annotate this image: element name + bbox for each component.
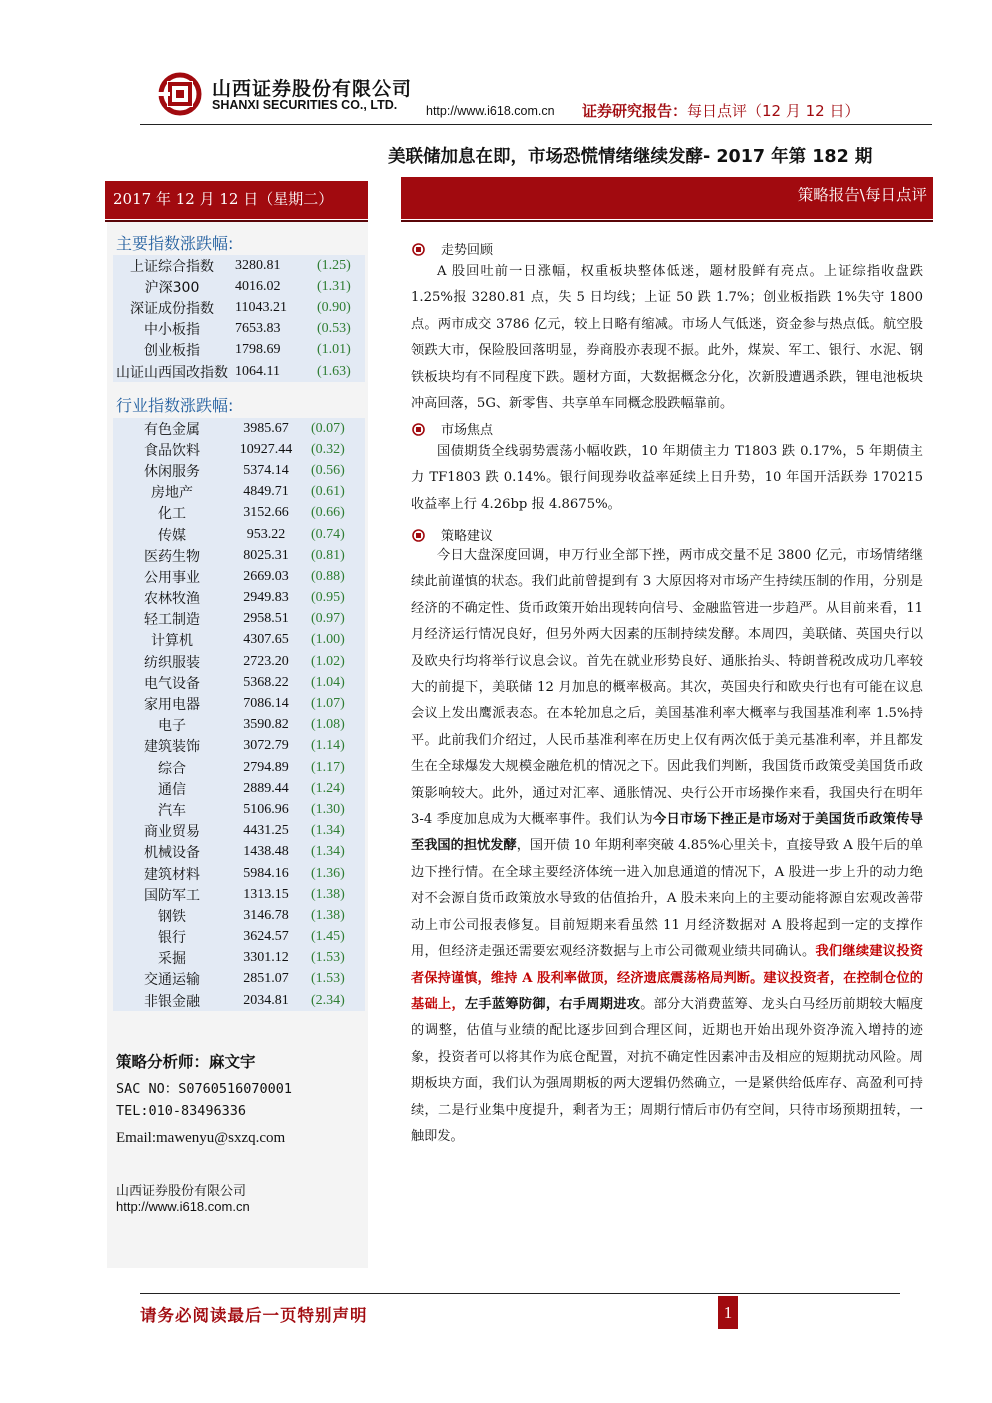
section-trend-title: 走势回顾: [412, 239, 493, 258]
industry-value: 3146.78: [243, 907, 289, 923]
industry-value: 3590.82: [243, 717, 289, 733]
table-row: [113, 757, 365, 778]
industry-name: 医药生物: [144, 548, 200, 565]
footer-disclaimer: 请务必阅读最后一页特别声明: [140, 1306, 368, 1325]
industry-name: 机械设备: [144, 845, 200, 862]
industry-indices-table: [113, 418, 365, 1011]
industry-change: (0.56): [311, 462, 345, 478]
industry-name: 通信: [158, 781, 186, 798]
industry-change: (1.34): [311, 844, 345, 860]
table-row: [113, 276, 365, 297]
industry-change: (0.97): [311, 611, 345, 627]
table-row: [113, 990, 365, 1011]
industry-change: (1.17): [311, 759, 345, 775]
industry-change: (1.08): [311, 717, 345, 733]
industry-name: 食品饮料: [144, 442, 200, 459]
industry-value: 5106.96: [243, 801, 289, 817]
table-row: [113, 609, 365, 630]
index-value: 11043.21: [235, 299, 287, 315]
section-trend-text: A 股回吐前一日涨幅，权重板块整体低迷，题材股鲜有亮点。上证综指收盘跌 1.25%报 3280.81 点，失 5 日均线；上证 50 跌 1.7%；创业板指跌 1%失守 1800 点。两市成交 3786 亿元，较上日略有缩减。市场人气低迷，资金参与热点低。航空股领跌大市，保险股回落明显，券商股亦表现不振。此外，煤炭、军工、银行、水泥、钢铁板块均有不同程度下跌。题材方面，大数据概念分化，次新股遭遇杀跌，锂电池板块冲高回落，5G、新零售、共享单车同概念股跌幅靠前。: [411, 264, 923, 412]
analyst-phone: TEL:010-83496336: [116, 1103, 247, 1119]
industry-change: (0.88): [311, 568, 345, 584]
industry-value: 5368.22: [243, 674, 289, 690]
industry-change: (2.34): [311, 992, 345, 1008]
industry-name: 商业贸易: [144, 824, 200, 841]
industry-value: 2958.51: [243, 611, 289, 627]
section-bullet-icon: [412, 529, 425, 542]
table-row: [113, 524, 365, 545]
industry-change: (1.38): [311, 907, 345, 923]
industry-change: (1.36): [311, 865, 345, 881]
left-footer-url[interactable]: http://www.i618.com.cn: [116, 1199, 250, 1214]
index-value: 1064.11: [235, 363, 280, 379]
report-category-bar: [401, 177, 933, 219]
industry-value: 5374.14: [243, 462, 289, 478]
table-row: [113, 778, 365, 799]
industry-name: 银行: [158, 930, 186, 947]
header-divider: [140, 124, 932, 125]
industry-change: (1.07): [311, 696, 345, 712]
index-change: (1.25): [317, 257, 351, 273]
industry-change: (0.95): [311, 590, 345, 606]
industry-value: 4849.71: [243, 484, 289, 500]
industry-name: 家用电器: [144, 697, 200, 714]
table-row: [113, 693, 365, 714]
table-row: [113, 418, 365, 439]
industry-change: (0.61): [311, 484, 345, 500]
strategy-key-view: 今日市场下挫正是市场对于美国货币政策传导至我国的担忧发酵: [411, 812, 923, 854]
report-title: 美联储加息在即，市场恐慌情绪继续发酵- 2017 年第 182 期: [388, 147, 873, 167]
table-row: [113, 297, 365, 318]
index-name: 中小板指: [144, 322, 200, 339]
industry-change: (1.45): [311, 929, 345, 945]
index-change: (0.90): [317, 299, 351, 315]
section-bullet-icon: [412, 423, 425, 436]
company-logo-icon: [158, 72, 202, 116]
index-change: (1.01): [317, 342, 351, 358]
table-row: [113, 821, 365, 842]
industry-value: 2794.89: [243, 759, 289, 775]
industry-change: (0.07): [311, 420, 345, 436]
industry-name: 传媒: [158, 527, 186, 544]
industry-value: 3985.67: [243, 420, 289, 436]
industry-name: 采掘: [158, 951, 186, 968]
industry-name: 有色金属: [144, 421, 200, 438]
table-row: [113, 566, 365, 587]
index-value: 3280.81: [235, 257, 281, 273]
industry-value: 1313.15: [243, 886, 289, 902]
index-name: 沪深300: [144, 279, 200, 296]
table-row: [113, 361, 365, 382]
industry-name: 公用事业: [144, 569, 200, 586]
page-number: 1: [718, 1296, 738, 1329]
industry-change: (1.53): [311, 950, 345, 966]
industry-change: (0.74): [311, 526, 345, 542]
industry-name: 休闲服务: [144, 463, 200, 480]
section-bullet-icon: [412, 243, 425, 256]
industry-change: (0.66): [311, 505, 345, 521]
industry-value: 2851.07: [243, 971, 289, 987]
index-change: (1.31): [317, 278, 351, 294]
industry-name: 非银金融: [144, 993, 200, 1010]
industry-name: 国防军工: [144, 887, 200, 904]
industry-value: 4431.25: [243, 823, 289, 839]
table-row: [113, 799, 365, 820]
industry-value: 953.22: [246, 526, 286, 542]
section-focus-text: 国债期货全线弱势震荡小幅收跌，10 年期债主力 T1803 跌 0.17%，5 年期债主力 TF1803 跌 0.14%。银行间现券收益率延续上日升势，10 年国开活跃券 170215 收益率上行 4.26bp 报 4.8675%。: [411, 444, 923, 512]
industry-value: 3072.79: [243, 738, 289, 754]
industry-change: (1.14): [311, 738, 345, 754]
industry-name: 建筑材料: [144, 866, 200, 883]
industry-name: 轻工制造: [144, 612, 200, 629]
industry-change: (1.30): [311, 801, 345, 817]
report-type: 每日点评（12 月 12 日）: [687, 102, 860, 120]
industry-name: 汽车: [158, 802, 186, 819]
industry-change: (1.04): [311, 674, 345, 690]
date-bar: 2017 年 12 月 12 日（星期二）: [105, 181, 368, 219]
header-url[interactable]: http://www.i618.com.cn: [426, 104, 555, 118]
table-row: [113, 482, 365, 503]
table-row: [113, 439, 365, 460]
table-row: [113, 319, 365, 340]
industry-value: 3301.12: [243, 950, 289, 966]
industry-name: 纺织服装: [144, 654, 200, 671]
report-type-header: [582, 100, 860, 121]
table-row: [113, 927, 365, 948]
table-row: [113, 969, 365, 990]
industry-change: (0.81): [311, 547, 345, 563]
industry-change: (1.34): [311, 823, 345, 839]
industry-name: 化工: [158, 506, 186, 523]
index-name: 深证成份指数: [130, 300, 214, 317]
industry-value: 2034.81: [243, 992, 289, 1008]
industry-change: (0.32): [311, 441, 345, 457]
industry-name: 电子: [158, 718, 186, 735]
section-focus-title: 市场焦点: [412, 419, 493, 438]
table-row: [113, 672, 365, 693]
report-category: 策略报告\每日点评: [797, 186, 927, 204]
table-row: [113, 842, 365, 863]
industry-name: 计算机: [151, 633, 193, 650]
industry-name: 农林牧渔: [144, 591, 200, 608]
industry-name: 综合: [158, 760, 186, 777]
industry-value: 10927.44: [239, 441, 293, 457]
section-strategy-text: 今日大盘深度回调，申万行业全部下挫，两市成交量不足 3800 亿元，市场情绪继续此前谨慎的状态。我们此前曾提到有 3 大原因将对市场产生持续压制的作用，分别是经济的不确定性、货币政策开始出现转向信号、金融监管进一步趋严。从目前来看，11 月经济运行情况良好，但另外两大因素的压制持续发酵。本周四，美联储、英国央行以及欧央行均将举行议息会议。首先在就业形势良好、通胀抬头、特朗普税改成功几率较大的前提下，美联储 12 月加息的概率极高。其次，英国央行和欧央行也有可能在议息会议上发出鹰派表态。在本轮加息之后，美国基准利率大概率与我国基准利率 1.5%持平。此前我们介绍过，人民币基准利率在历史上仅有两次低于美元基准利率，并且都发生在全球爆发大规模金融危机的情况之下。因此我们判断，我国货币政策受美国货币政策影响较大。此外，通过对汇率、通胀情况、央行公开市场操作来看，我国央行在明年 3-4 季度加息成为大概率事件。我们认为今日市场下挫正是市场对于美国货币政策传导至我国的担忧发酵，国开债 10 年期利率突破 4.85%心里关卡，直接导致 A 股午后的单边下挫行情。在全球主要经济体统一进入加息通道的情况下，A 股进一步上升的动力绝对不会源自货币政策放水导致的估值抬升，A 股未来向上的主要动能将源自宏观改善带动上市公司报表修复。目前短期来看虽然 11 月经济数据对 A 股将起到一定的支撑作用，但经济走强还需要宏观经济数据与上市公司微观业绩共同确认。我们继续建议投资者保持谨慎，维持 A 股利率做顶，经济遗底震荡格局判断。建议投资者，在控制仓位的基础上，左手蓝筹防御，右手周期进攻。部分大消费蓝筹、龙头白马经历前期较大幅度的调整，估值与业绩的配比逐步回到合理区间，近期也开始出现外资净流入增持的迹象，投资者可以将其作为底仓配置，对抗不确定性因素冲击及相应的短期扰动风险。周期板块方面，我们认为强周期板的两大逻辑仍然确立，一是紧供给低库存、高盈利可持续，二是行业集中度提升，剩者为王；周期行情后市仍有空间，只待市场预期扭转，一触即发。: [411, 548, 924, 1144]
industry-value: 2723.20: [243, 653, 289, 669]
industry-change: (1.02): [311, 653, 345, 669]
analyst-sac-number: SAC NO：S0760516070001: [116, 1081, 293, 1097]
industry-value: 1438.48: [243, 844, 289, 860]
index-value: 7653.83: [235, 321, 281, 337]
industry-indices-heading: 行业指数涨跌幅:: [116, 396, 234, 415]
industry-value: 3152.66: [243, 505, 289, 521]
strategy-recommendation: 我们继续建议投资者保持谨慎，维持 A 股利率做顶，经济遗底震荡格局判断。建议投资者，在控制仓位的基础上，: [411, 944, 924, 1012]
industry-change: (1.00): [311, 632, 345, 648]
index-value: 1798.69: [235, 342, 281, 358]
table-row: [113, 503, 365, 524]
footer-divider: [140, 1293, 900, 1294]
main-indices-heading: 主要指数涨跌幅:: [116, 234, 234, 253]
index-change: (1.63): [317, 363, 351, 379]
table-row: [113, 460, 365, 481]
left-footer-company: 山西证券股份有限公司: [116, 1184, 247, 1199]
table-row: [113, 884, 365, 905]
industry-value: 4307.65: [243, 632, 289, 648]
industry-value: 7086.14: [243, 696, 289, 712]
industry-change: (1.24): [311, 780, 345, 796]
table-row: [113, 630, 365, 651]
industry-value: 2889.44: [243, 780, 289, 796]
table-row: [113, 948, 365, 969]
table-row: [113, 736, 365, 757]
industry-value: 3624.57: [243, 929, 289, 945]
index-name: 上证综合指数: [130, 258, 214, 275]
industry-name: 建筑装饰: [144, 739, 200, 756]
industry-change: (1.38): [311, 886, 345, 902]
industry-value: 2669.03: [243, 568, 289, 584]
table-row: [113, 340, 365, 361]
index-name: 创业板指: [144, 343, 200, 360]
table-row: [113, 905, 365, 926]
company-name-en: SHANXI SECURITIES CO., LTD.: [212, 98, 398, 112]
industry-name: 房地产: [151, 485, 193, 502]
table-row: [113, 545, 365, 566]
table-row: [113, 651, 365, 672]
report-label: 证券研究报告：: [582, 102, 688, 120]
analyst-email[interactable]: Email:mawenyu@sxzq.com: [116, 1130, 286, 1146]
analyst-name: 策略分析师：麻文宇: [116, 1053, 256, 1071]
industry-name: 交通运输: [144, 972, 200, 989]
industry-name: 电气设备: [144, 675, 200, 692]
company-name-cn: 山西证券股份有限公司: [212, 78, 413, 100]
table-row: [113, 255, 365, 276]
table-row: [113, 588, 365, 609]
main-indices-table: [113, 255, 365, 382]
table-row: [113, 863, 365, 884]
index-name: 山证山西国改指数: [116, 364, 228, 381]
industry-change: (1.53): [311, 971, 345, 987]
strategy-allocation: 左手蓝筹防御，右手周期进攻: [464, 996, 641, 1012]
table-row: [113, 715, 365, 736]
industry-value: 8025.31: [243, 547, 289, 563]
index-change: (0.53): [317, 321, 351, 337]
index-value: 4016.02: [235, 278, 281, 294]
industry-value: 2949.83: [243, 590, 289, 606]
industry-name: 钢铁: [158, 908, 186, 925]
section-strategy-title: 策略建议: [412, 525, 493, 544]
industry-value: 5984.16: [243, 865, 289, 881]
